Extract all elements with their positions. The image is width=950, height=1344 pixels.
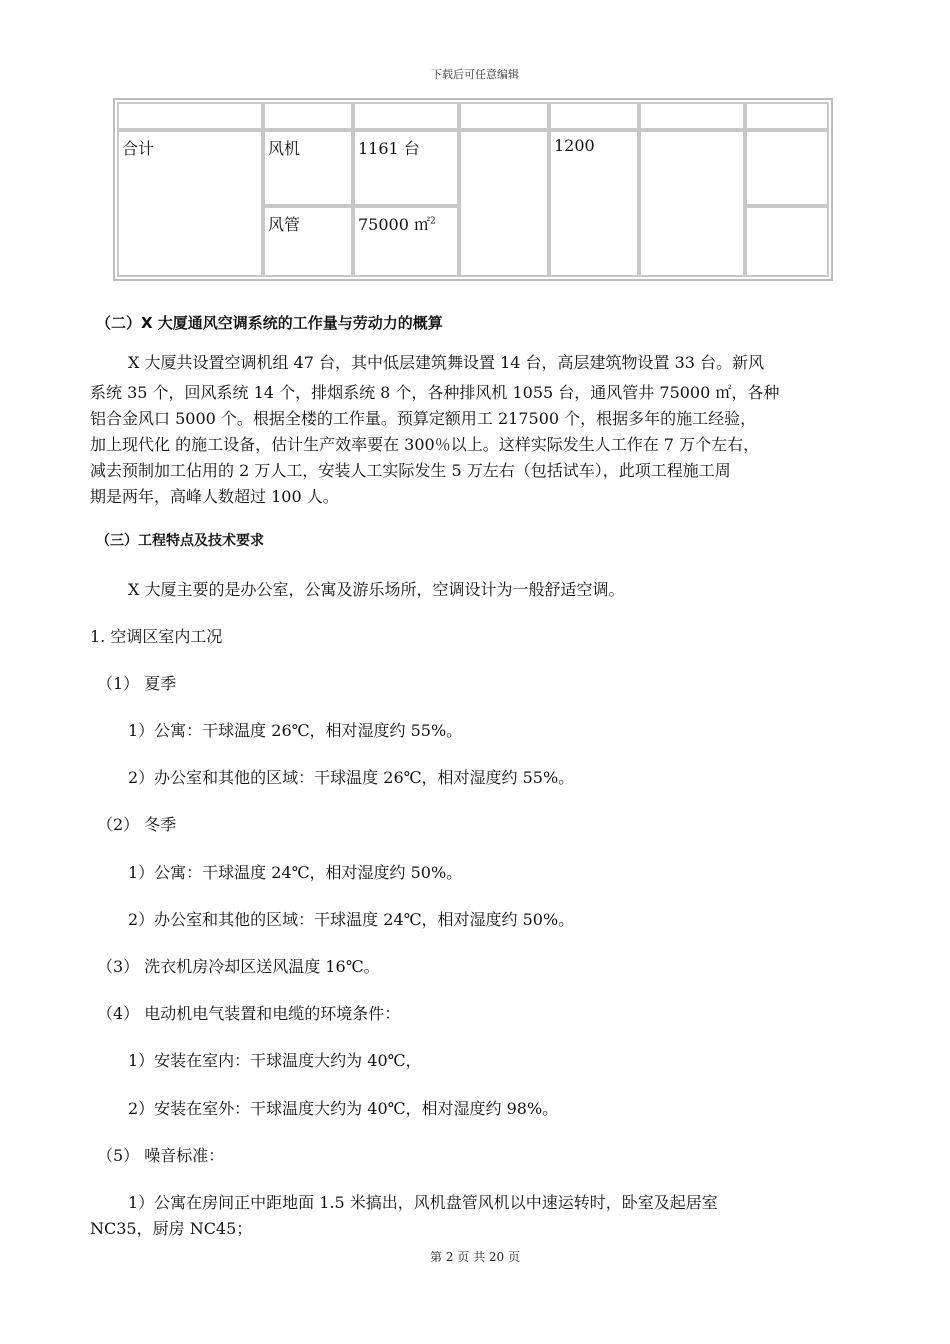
motor-item-1: 1）安装在室内：干球温度大约为 40℃， [128, 1051, 422, 1070]
duct-label: 风管 [268, 215, 301, 234]
total-label: 合计 [122, 139, 155, 158]
table-cell-empty [353, 102, 459, 130]
summer-title: （1） 夏季 [97, 674, 177, 693]
winter-item-2: 2）办公室和其他的区域：干球温度 24℃，相对湿度约 50%。 [128, 910, 575, 929]
duct-value: 75000 ㎡ [358, 215, 430, 234]
table-cell-empty [745, 130, 829, 206]
page-footer: 第 2 页 共 20 页 [430, 1250, 520, 1264]
motor-title: （4） 电动机电气装置和电缆的环境条件： [97, 1004, 401, 1023]
winter-title: （2） 冬季 [97, 815, 177, 834]
section-2-line-1: X 大厦共设置空调机组 47 台，其中低层建筑舞设置 14 台，高层建筑物设置 33 台。新风 [128, 353, 765, 372]
noise-item-1a: 1）公寓在房间正中距地面 1.5 米搞出，风机盘管风机以中速运转时，卧室及起居室 [128, 1193, 718, 1212]
section-2-line-5: 减去预制加工佔用的 2 万人工，安装人工实际发生 5 万左右（包括试车），此项工程施工周 [90, 461, 731, 480]
motor-item-2: 2）安装在室外：干球温度大约为 40℃，相对湿度约 98%。 [128, 1099, 559, 1118]
table-cell-empty [639, 130, 745, 277]
table-cell-empty [549, 102, 639, 130]
table-cell-fan-value2 [549, 130, 639, 277]
item-1-title: 1. 空调区室内工况 [90, 627, 223, 646]
table-cell-empty [745, 206, 829, 277]
laundry-item: （3） 洗衣机房冷却区送风温度 16℃。 [97, 957, 380, 976]
summary-table [113, 98, 833, 281]
noise-title: （5） 噪音标准： [97, 1146, 225, 1165]
section-2-heading: （二）X 大厦通风空调系统的工作量与劳动力的概算 [96, 314, 443, 332]
winter-item-1: 1）公寓：干球温度 24℃，相对湿度约 50%。 [128, 863, 463, 882]
table-cell-empty [459, 130, 549, 277]
table-cell-empty [263, 102, 353, 130]
summer-item-1: 1）公寓：干球温度 26℃，相对湿度约 55%。 [128, 721, 463, 740]
table-cell-empty [745, 102, 829, 130]
section-3-intro: X 大厦主要的是办公室，公寓及游乐场所，空调设计为一般舒适空调。 [128, 580, 625, 599]
fan-value: 1161 台 [358, 139, 420, 158]
table-cell-fan-value [353, 130, 459, 206]
summer-item-2: 2）办公室和其他的区域：干球温度 26℃，相对湿度约 55%。 [128, 768, 575, 787]
fan-label: 风机 [268, 139, 301, 158]
section-3-heading: （三）工程特点及技术要求 [96, 533, 264, 549]
table-cell-empty [117, 102, 263, 130]
table-cell-empty [459, 102, 549, 130]
table-cell-duct-value [353, 206, 459, 277]
section-2-line-2: 系统 35 个，回风系统 14 个，排烟系统 8 个，各种排风机 1055 台，通风管井 75000 ㎡，各种 [90, 383, 780, 402]
table-cell-duct-label [263, 206, 353, 277]
page-header: 下载后可任意编辑 [431, 68, 519, 81]
noise-item-1b: NC35，厨房 NC45； [90, 1219, 253, 1238]
section-2-line-4: 加上现代化 的施工设备，估计生产效率要在 300％以上。这样实际发生人工作在 7 万个左右， [90, 435, 760, 454]
duct-superscript: 2 [430, 216, 436, 227]
table-cell-total-label [117, 130, 263, 277]
fan-value-2: 1200 [554, 136, 595, 155]
section-2-line-3: 铝合金风口 5000 个。根据全楼的工作量。预算定额用工 217500 个，根据多年的施工经验， [90, 409, 757, 428]
table-cell-fan-label [263, 130, 353, 206]
section-2-line-6: 期是两年，高峰人数超过 100 人。 [90, 487, 339, 506]
table-cell-empty [639, 102, 745, 130]
